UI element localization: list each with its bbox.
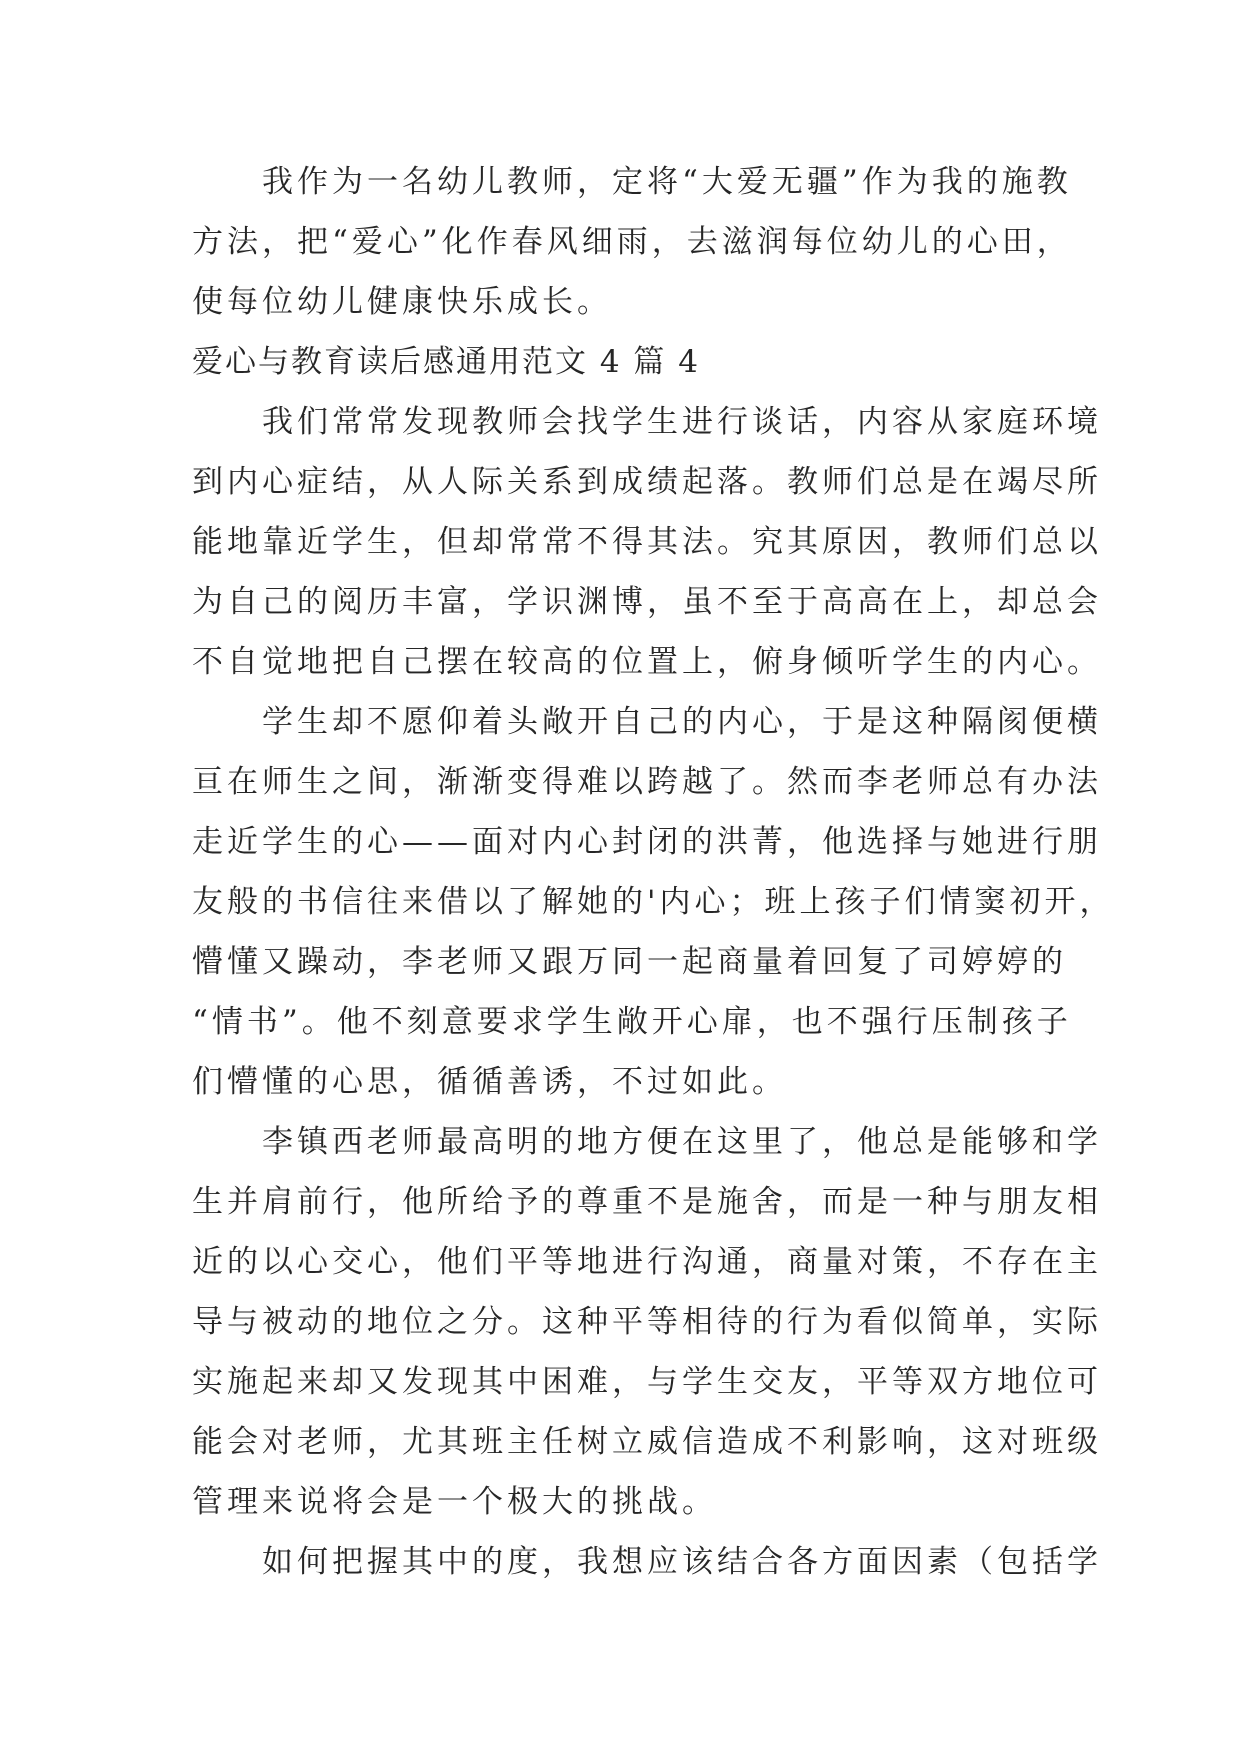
text-line: 到内心症结，从人际关系到成绩起落。教师们总是在竭尽所	[192, 464, 1102, 500]
text-line: 亘在师生之间，渐渐变得难以跨越了。然而李老师总有办法	[192, 764, 1102, 800]
text-line: 实施起来却又发现其中困难，与学生交友，平等双方地位可	[192, 1364, 1102, 1400]
text-line: “情书”。他不刻意要求学生敞开心扉，也不强行压制孩子	[192, 1004, 1072, 1040]
text-line: 学生却不愿仰着头敞开自己的内心，于是这种隔阂便横	[262, 704, 1102, 740]
text-line: 友般的书信往来借以了解她的'内心；班上孩子们情窦初开，	[192, 884, 1115, 920]
text-line: 走近学生的心——面对内心封闭的洪菁，他选择与她进行朋	[192, 824, 1102, 860]
text-line: 为自己的阅历丰富，学识渊博，虽不至于高高在上，却总会	[192, 584, 1102, 620]
text-line: 我作为一名幼儿教师，定将“大爱无疆”作为我的施教	[262, 164, 1072, 200]
paragraph-1	[192, 152, 1072, 332]
text-line: 我们常常发现教师会找学生进行谈话，内容从家庭环境	[262, 404, 1102, 440]
text-line: 导与被动的地位之分。这种平等相待的行为看似简单，实际	[192, 1304, 1102, 1340]
paragraph-2	[192, 392, 1102, 692]
text-line: 如何把握其中的度，我想应该结合各方面因素（包括学	[262, 1544, 1102, 1580]
text-line: 方法，把“爱心”化作春风细雨，去滋润每位幼儿的心田，	[192, 224, 1072, 260]
text-line: 能会对老师，尤其班主任树立威信造成不利影响，这对班级	[192, 1424, 1102, 1460]
text-line: 生并肩前行，他所给予的尊重不是施舍，而是一种与朋友相	[192, 1184, 1102, 1220]
text-line: 们懵懂的心思，循循善诱，不过如此。	[192, 1064, 787, 1100]
text-line: 管理来说将会是一个极大的挑战。	[192, 1484, 717, 1520]
paragraph-5	[192, 1532, 1102, 1592]
paragraph-3	[192, 692, 1115, 1112]
text-line: 能地靠近学生，但却常常不得其法。究其原因，教师们总以	[192, 524, 1102, 560]
text-line: 使每位幼儿健康快乐成长。	[192, 284, 612, 320]
section-heading: 爱心与教育读后感通用范文 4 篇 4	[192, 344, 701, 380]
text-line: 不自觉地把自己摆在较高的位置上，俯身倾听学生的内心。	[192, 644, 1102, 680]
text-line: 懵懂又躁动，李老师又跟万同一起商量着回复了司婷婷的	[192, 944, 1067, 980]
text-line: 李镇西老师最高明的地方便在这里了，他总是能够和学	[262, 1124, 1102, 1160]
text-line: 近的以心交心，他们平等地进行沟通，商量对策，不存在主	[192, 1244, 1102, 1280]
paragraph-4	[192, 1112, 1102, 1532]
document-body	[192, 152, 1115, 1592]
